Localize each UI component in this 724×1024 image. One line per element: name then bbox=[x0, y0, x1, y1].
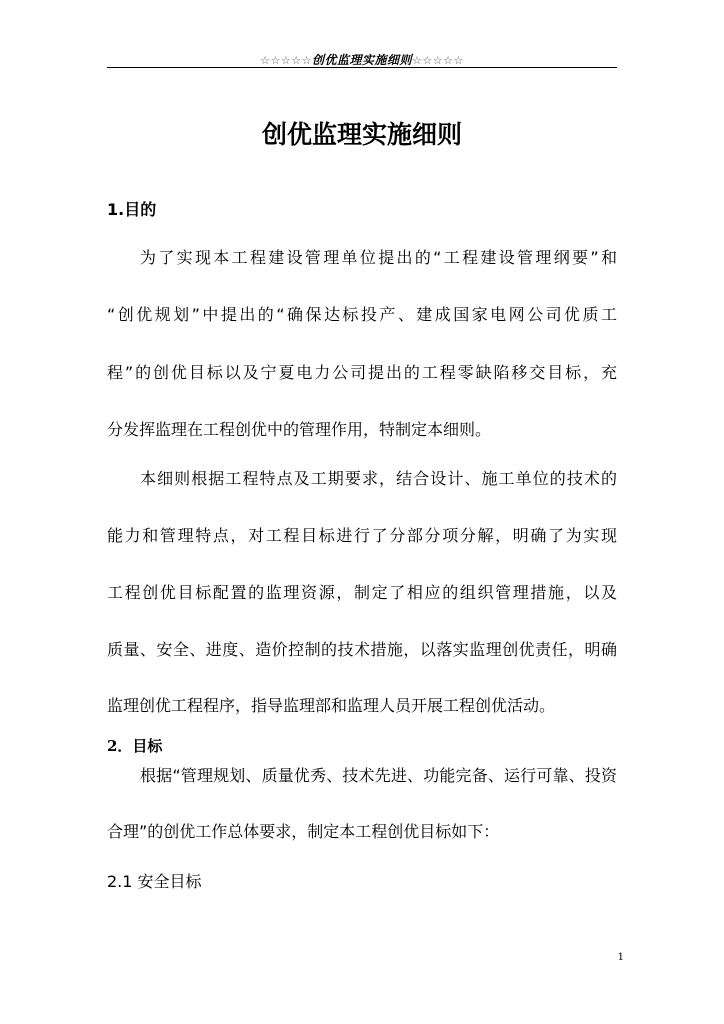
header-title: 创优监理实施细则 bbox=[311, 53, 412, 67]
header-divider bbox=[107, 67, 617, 68]
paragraph-line: 质量、安全、进度、造价控制的技术措施，以落实监理创优责任，明确 bbox=[107, 640, 617, 659]
paragraph-line: 根据“管理规划、质量优秀、技术先进、功能完备、运行可靠、投资 bbox=[140, 766, 617, 785]
document-title: 创优监理实施细则 bbox=[261, 120, 462, 149]
section-heading-goals: 2．目标 bbox=[107, 737, 163, 755]
paragraph-line: 工程创优目标配置的监理资源，制定了相应的组织管理措施，以及 bbox=[107, 583, 617, 602]
header-stars-right-icon: ☆☆☆☆☆ bbox=[412, 54, 464, 67]
paragraph-line: 为了实现本工程建设管理单位提出的“工程建设管理纲要”和 bbox=[140, 248, 617, 267]
paragraph-line: 监理创优工程程序，指导监理部和监理人员开展工程创优活动。 bbox=[107, 696, 556, 715]
paragraph-line: 分发挥监理在工程创优中的管理作用，特制定本细则。 bbox=[107, 420, 492, 439]
header-stars-left-icon: ☆☆☆☆☆ bbox=[260, 54, 312, 67]
paragraph-line: 合理”的创优工作总体要求，制定本工程创优目标如下： bbox=[107, 822, 500, 841]
page-number: 1 bbox=[617, 952, 624, 963]
paragraph-line: 能力和管理特点，对工程目标进行了分部分项分解，明确了为实现 bbox=[107, 526, 617, 545]
section-heading-purpose: 1.目的 bbox=[107, 200, 157, 219]
paragraph-line: 程”的创优目标以及宁夏电力公司提出的工程零缺陷移交目标，充 bbox=[107, 363, 617, 382]
subsection-heading-safety: 2.1 安全目标 bbox=[107, 872, 202, 891]
paragraph-line: “创优规划”中提出的“确保达标投产、建成国家电网公司优质工 bbox=[107, 305, 617, 324]
paragraph-line: 本细则根据工程特点及工期要求，结合设计、施工单位的技术的 bbox=[140, 469, 617, 488]
